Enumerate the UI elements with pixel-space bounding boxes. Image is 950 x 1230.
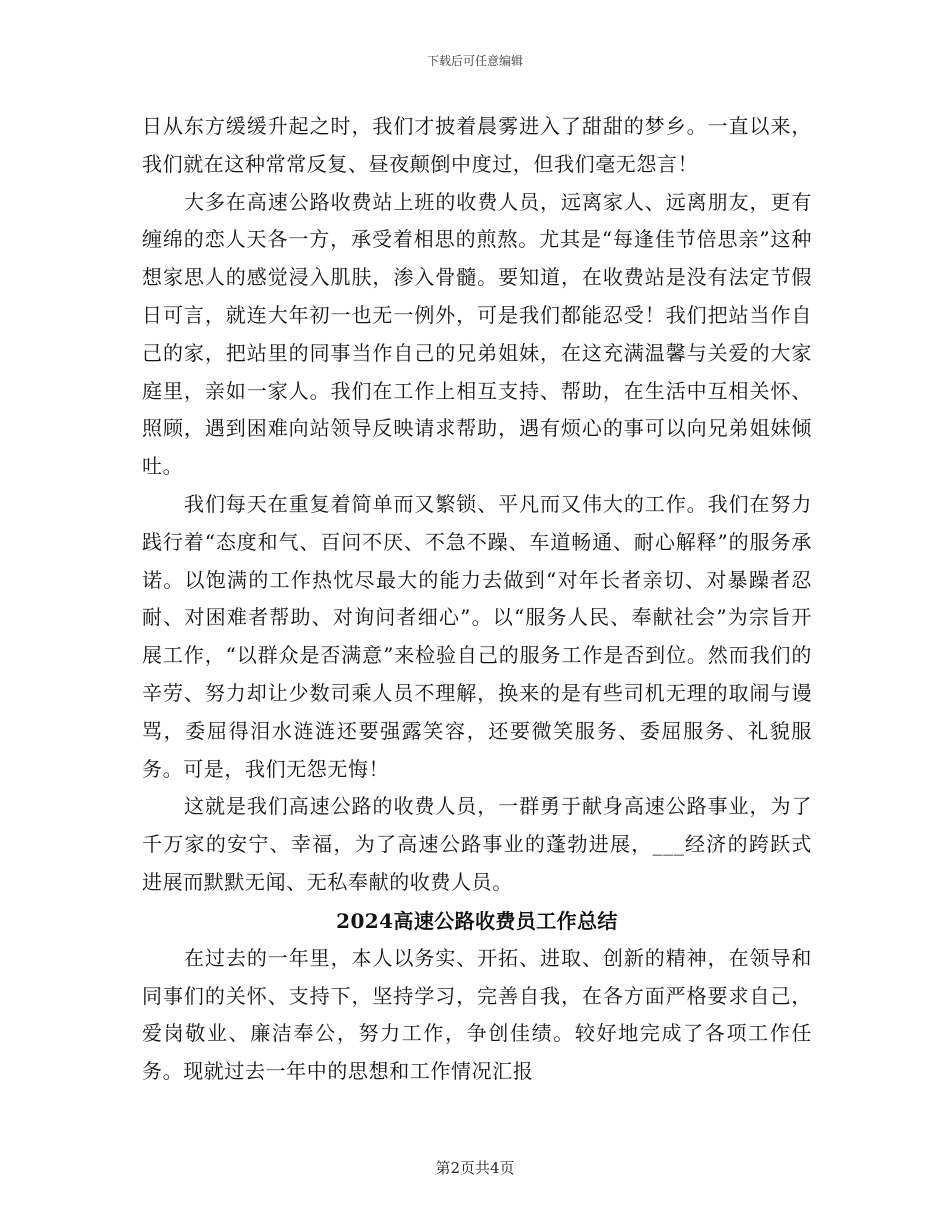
page-header: 下载后可任意编辑 — [426, 54, 523, 68]
page-number: 第2页共4页 — [435, 1159, 515, 1177]
section-title: 2024高速公路收费员工作总结 — [336, 908, 618, 933]
paragraph-dedication: 这就是我们高速公路的收费人员，一群勇于献身高速公路事业，为了千万家的安宁、幸福，为了高速公路事业的蓬勃进展，___经济的跨跃式进展而默默无闻、无私奉献的收费人员。 — [142, 794, 812, 894]
document-body — [142, 108, 812, 1091]
paragraph-toll-staff-family: 大多在高速公路收费站上班的收费人员，远离家人、远离朋友，更有缠绵的恋人天各一方，承受着相思的煎熬。尤其是“每逢佳节倍思亲”这种想家思人的感觉浸入肌肤，渗入骨髓。要知道，在收费站是没有法定节假日可言，就连大年初一也无一例外，可是我们都能忍受！我们把站当作自己的家，把站里的同事当作自己的兄弟姐妹，在这充满温馨与关爱的大家庭里，亲如一家人。我们在工作上相互支持、帮助，在生活中互相关怀、照顾，遇到困难向站领导反映请求帮助，遇有烦心的事可以向兄弟姐妹倾吐。 — [142, 189, 812, 479]
paragraph-summary-intro: 在过去的一年里，本人以务实、开拓、进取、创新的精神，在领导和同事们的关怀、支持下，坚持学习，完善自我，在各方面严格要求自己，爱岗敬业、廉洁奉公，努力工作，争创佳绩。较好地完成了各项工作任务。现就过去一年中的思想和工作情况汇报 — [142, 945, 812, 1084]
paragraph-continuation: 日从东方缓缓升起之时，我们才披着晨雾进入了甜甜的梦乡。一直以来，我们就在这种常常反复、昼夜颠倒中度过，但我们毫无怨言！ — [142, 114, 812, 176]
paragraph-service-commitment: 我们每天在重复着简单而又繁锁、平凡而又伟大的工作。我们在努力践行着“态度和气、百问不厌、不急不躁、车道畅通、耐心解释”的服务承诺。以饱满的工作热忱尽最大的能力去做到“对年长者亲切、对暴躁者忍耐、对困难者帮助、对询问者细心”。以“服务人民、奉献社会”为宗旨开展工作，“以群众是否满意”来检验自己的服务工作是否到位。然而我们的辛劳、努力却让少数司乘人员不理解，换来的是有些司机无理的取闹与谩骂，委屈得泪水涟涟还要强露笑容，还要微笑服务、委屈服务、礼貌服务。可是，我们无怨无悔！ — [142, 491, 812, 781]
